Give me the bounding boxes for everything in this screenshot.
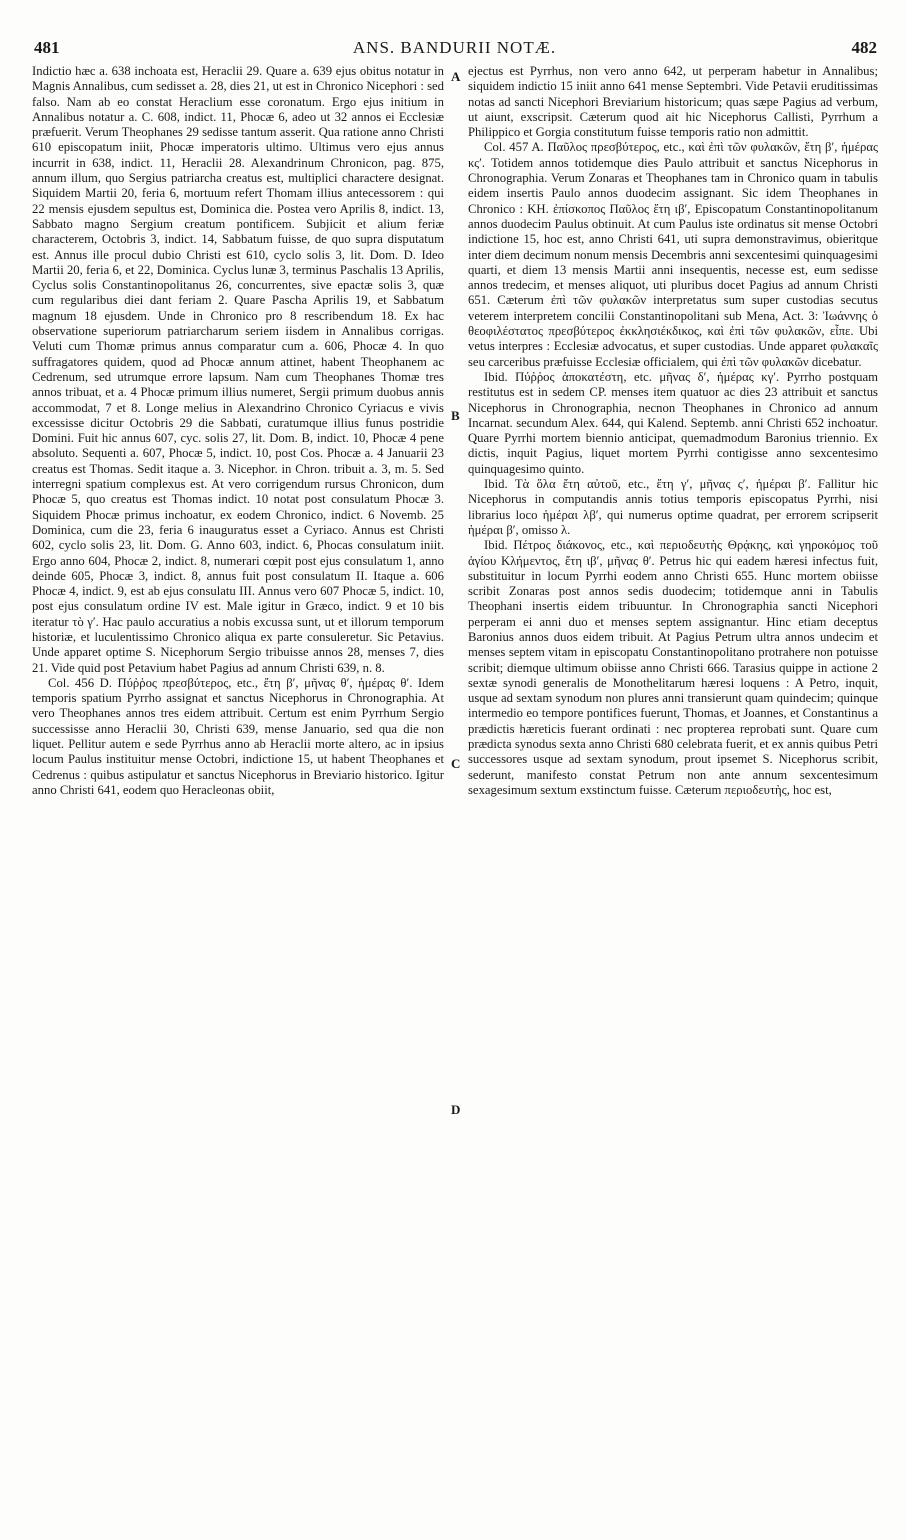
paragraph: ejectus est Pyrrhus, non vero anno 642, ut perperam habetur in Annalibus; siquidem indictio 15 iniit anno 641 mense Septembri. Vide Petavii eruditissimas notas ad sancti Nicephori Breviarium historicum; quas sæpe Pagius ad verbum, ut aiunt, exscripsit. Cæterum quod ait hic Nicephorus Callisti, Pyrrhum a Philippico et Gorgia constitutum fuisse temporis ratio non admittit. [468,64,878,140]
paragraph: Ibid. Τὰ ὅλα ἔτη αὐτοῦ, etc., ἔτη γʹ, μῆνας ςʹ, ἡμέραι βʹ. Fallitur hic Nicephorus in computandis annis totius temporis episcopatus Pyrrhi, nisi librarius loco ἡμέραι λβʹ, qui numerus optime quadrat, per errorem scripserit ἡμέραι βʹ, omisso λ. [468,477,878,537]
paragraph: Col. 457 A. Παῦλος πρεσβύτερος, etc., καὶ ἐπὶ τῶν φυλακῶν, ἔτη βʹ, ἡμέρας κςʹ. Totidem annos totidemque dies Paulo attribuit et sanctus Nicephorus in Chronographia. Verum Zonaras et Theophanes tam in Chronico quam in tabulis eidem insertis Paulo annos duodecim assignant. Sic idem Theophanes in Chronico : ΚΗ. ἐπίσκοπος Παῦλος ἔτη ιβʹ, Episcopatum Constantinopolitanum annos duodecim Paulus obtinuit. At cum Paulus iste ordinatus sit mense Octobri indictione 15, hoc est, anno Christi 641, uti supra demonstravimus, obieritque inter diem decimum nonum mensis Decembris anni sexcentesimi quinquagesimi quarti, et diem 13 mensis Martii anni insequentis, necesse est, eum sedisse annos tredecim, et menses aliquot, uti pluribus docet Pagius ad annum Christi 651. Cæterum ἐπὶ τῶν φυλακῶν interpretatus sum super custodias secutus veterem interpretem concilii Constantinopolitani sub Mena, Act. 3: Ἰωάννης ὁ θεοφιλέστατος πρεσβύτερος ἐκκλησιέκδικος, καὶ ἐπὶ τῶν φυλακῶν, εἶπε. Ubi vetus interpres : Ecclesiæ advocatus, et super custodias. Unde apparet φυλακαῖς seu carceribus præfuisse Ecclesiæ officialem, qui ἐπὶ τῶν φυλακῶν dicebatur. [468,140,878,369]
margin-marker-d: D [451,1102,461,1117]
margin-marker-a: A [451,69,461,84]
margin-marker-c: C [451,756,461,771]
page-number-left: 481 [34,38,60,57]
page-number-right: 482 [851,38,877,57]
running-title: ANS. BANDURII NOTÆ. [352,38,557,57]
page-header [32,32,877,60]
paragraph: Col. 456 D. Πύῤῥος πρεσβύτερος, etc., ἔτη βʹ, μῆνας θʹ, ἡμέρας θʹ. Idem temporis spatium Pyrrho assignat et sanctus Nicephorus in Chronographia. At vero Theophanes annos tres eidem attribuit. Certum est enim Pyrrhum Sergio successisse anno Heraclii 30, Christi 639, mense Januario, sed qua die non liquet. Pellitur autem e sede Pyrrhus anno ab Heraclii morte altero, ac in ipsius locum Paulus instituitur mense Octobri, indictione 15, ut habent Theophanes et Cedrenus : quibus astipulatur et sanctus Nicephorus in Breviario historico. Igitur anno Christi 641, eodem quo Heracleonas obiit, [32,675,444,797]
paragraph: Ibid. Πέτρος διάκονος, etc., καὶ περιοδευτὴς Θρᾴκης, καὶ γηροκόμος τοῦ ἁγίου Κλήμεντος, ἔτη ιβʹ, μῆνας θʹ. Petrus hic qui eadem hæresi infectus fuit, substituitur in locum Pyrrhi eodem anno Christi 655. Hunc mortem obiisse scribit Zonaras post annos sedis duodecim; totidemque anni in Tabulis Theophani insertis eidem tribuuntur. In Chronographia sancti Nicephori perperam ei anni duo et menses septem assignantur. Hinc etiam deceptus Baronius annos duos eidem tribuit. At Pagius Petrum ultra annos undecim et menses septem vitam in episcopatu Constantinopolitano protrahere non potuisse scribit; diemque ultimum obiisse anno Christi 666. Tarasius quippe in actione 2 sextæ synodi generalis de Monothelitarum hæresi loquens : A Petro, inquit, usque ad sextam synodum non plures anni transierunt quam quindecim; quinque intermedio eo tempore pontifices fuerunt, Thomas, et Joannes, et Constantinus a prædictis hæreticis fuerant ordinati : nec propterea reprobati sunt. Quare cum prædicta synodus sexta anno Christi 680 celebrata fuerit, et ex annis quibus Petri successores usque ad sextam synodum, prout ipsemet S. Nicephorus scribit, sederunt, manifesto constat Petrum non ante annum sexcentesimum sexagesimum sextum exstinctum fuisse. Cæterum περιοδευτὴς, hoc est, [468,538,878,797]
paragraph: Indictio hæc a. 638 inchoata est, Heraclii 29. Quare a. 639 ejus obitus notatur in Magnis Annalibus, cum sedisset a. 28, dies 21, ut est in Chronico Nicephori : sed falso. Nam ab eo constat Heraclium esse coronatum. Ergo ejus initium in Annalibus notatur a. C. 608, indict. 11, Phocæ 6, adeo ut 32 annos ei Ecclesiæ præfuerit. Verum Theophanes 29 sedisse tantum asserit. Qua ratione anno Christi 610 episcopatum iniit, Phocæ imperatoris ultimo. Ultimus vero ejus annus incurrit in 638, indict. 11, Heraclii 28. Alexandrinum Chronicon, pag. 875, annum illum, quo Sergius patriarcha creatus est, multiplici charactere designat. Siquidem Martii 20, feria 6, mortuum refert Thomam illius antecessorem : qui 22 mensis ejusdem sepultus est, Dominica die. Postea vero Aprilis 8, indict. 13, Sabbato magno Sergium creatum pontificem. Subjicit et alium feriæ characterem, Octobris 3, indict. 14, Sabbatum fuisse, de quo supra disputatum est. Annus ille procul dubio Christi est 610, cyclo solis 3, lit. Dom. D. Ideo Martii 20, feria 6, et 22, Dominica. Cyclus lunæ 3, terminus Paschalis 13 Aprilis, Cyclus solis Constantinopolitanus 26, concurrentes, sive epactæ solis 3, quæ cum regularibus diei dant feriam 2. Quare Pascha Aprilis 19, et Sabbatum magnum 18 ejusdem. Unde in Chronico pro 8 rescribendum 18. Ex hac observatione superiorum patriarcharum seriem iisdem in Annalibus corrigas. Veluti cum Thomæ primus annus comparatur cum a. 606, Phocæ 4. In quo suffragatores quidem, quod ad Phocæ annum attinet, habent Theophanem ac Cedrenum, sed utrumque errore lapsum. Nam cum Theophanes Thomæ tres annos tribuat, et a. 4 Phocæ primum illius numeret, Sergii primum duobus annis accommodat, 7 et 8. Longe melius in Alexandrino Chronico Cyriacus e vivis excessisse dicitur Octobris 29 die Sabbati, curatumque illius funus postridie Domini. Fuit hic annus 607, cyc. solis 27, lit. Dom. B, indict. 10, Phocæ 4 pene absoluto. Sequenti a. 607, Phocæ 5, indict. 10, post Cos. Phocæ a. 4 Januarii 23 creatus est Thomas. Sedit itaque a. 3. Nicephor. in Chron. tribuit a. 3, m. 5. Sed interregni spatium complexus est. At vero corrigendum rursus Chronicon, dum Phocæ 5, quo creatus est Thomas indict. 10 notat post consulatum Phocæ 3. Siquidem Phocæ primus inchoatur, ex eodem Chronico, indict. 6 Novemb. 25 Dominica, cum die 23, feria 6 inauguratus esset a Cyriaco. Annus est Christi 602, cyclo solis 23, lit. Dom. G. Anno 603, indict. 6, Phocas consulatum iniit. Ergo anno 604, Phocæ 2, indict. 8, numerari cœpit post ejus consulatum 1, anno deinde 605, Phocæ 3, indict. 8, annus fuit post consulatum II. Itaque a. 606 Phocæ 4, indict. 9, est ab ejus consulatu III. Annus vero 607 Phocæ 5, indict. 10, post ejus consulatum ordine IV est. Male igitur in Græco, indict. 9 et 10 bis iteratur τὸ γʹ. Hac paulo accuratius a nobis excussa sunt, ut et illorum temporum historiæ, et luculentissimo Chronico aliqua ex parte consuleretur. Sic Petavius. Unde apparet optime S. Nicephorum Sergio tribuisse annos 28, menses 7, dies 21. Vide quid post Petavium habet Pagius ad annum Christi 639, n. 8. [32,64,444,675]
right-column [468,64,878,798]
paragraph: Ibid. Πύῤῥος ἀποκατέστη, etc. μῆνας δʹ, ἡμέρας κγʹ. Pyrrho postquam restitutus est in sedem CP. menses item quatuor ac dies 23 attribuit et sanctus Nicephorus in Chronographia, necnon Theophanes in Chronico ad annum Incarnat. secundum Alex. 644, qui Kalend. Septemb. anni Christi 652 inchoatur. Quare Pyrrhi mortem biennio anticipat, quemadmodum Baronius triennio. Ex dictis, inquit Pagius, liquet mortem Pyrrhi contigisse anno sexcentesimo quinquagesimo quinto. [468,369,878,476]
left-column [32,64,444,798]
margin-marker-b: B [451,408,460,423]
